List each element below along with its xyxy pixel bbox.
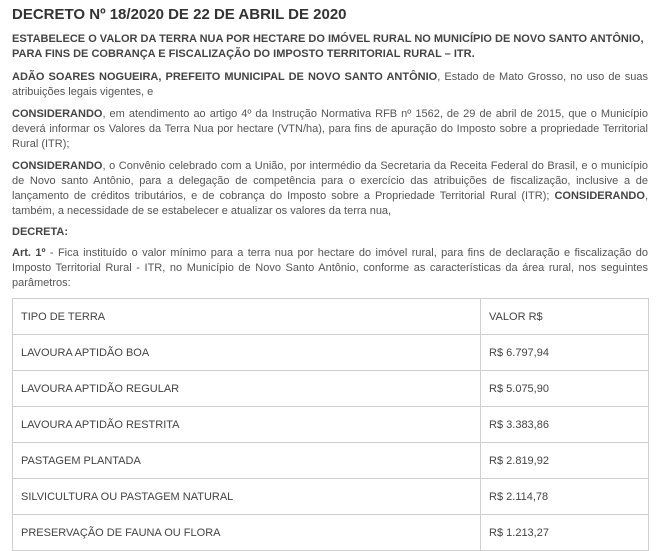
column-header-land-type: TIPO DE TERRA	[13, 299, 481, 335]
considering-label: CONSIDERANDO	[12, 160, 103, 172]
value-cell: R$ 3.383,86	[481, 407, 649, 443]
land-type-cell: PRESERVAÇÃO DE FAUNA OU FLORA	[13, 515, 481, 551]
considering-label: CONSIDERANDO	[554, 190, 645, 202]
decrees-heading: DECRETA:	[12, 226, 69, 238]
table-row	[13, 443, 649, 479]
considering-label: CONSIDERANDO	[12, 108, 103, 120]
decree-summary: ESTABELECE O VALOR DA TERRA NUA POR HECTARE DO IMÓVEL RURAL NO MUNICÍPIO DE NOVO SANTO ANTÔNIO, PARA FINS DE COBRANÇA E FISCALIZAÇÃO DO IMPOSTO TERRITORIAL RURAL – ITR.	[12, 33, 644, 60]
land-type-cell: LAVOURA APTIDÃO REGULAR	[13, 371, 481, 407]
value-cell: R$ 1.213,27	[481, 515, 649, 551]
value-cell: R$ 2.819,92	[481, 443, 649, 479]
considering-text: , o Convênio celebrado com a União, por intermédio da Secretaria da Receita Federal do Brasil, e o município de Novo santo Antônio, para a delegação de competência para o exercício das atribuições de fiscalização, inclusive a de lançamento de créditos tributários, e de cobrança do Imposto sobre a Propriedade Territorial Rural (ITR);	[12, 160, 648, 202]
land-type-cell: LAVOURA APTIDÃO BOA	[13, 335, 481, 371]
considering-text: , em atendimento ao artigo 4º da Instrução Normativa RFB nº 1562, de 29 de abril de 2015, que o Município deverá informar os Valores da Terra Nua por hectare (VTN/ha), para fins de apuração do Imposto sobre a propriedade Territorial Rural (ITR);	[12, 108, 648, 150]
value-cell: R$ 2.114,78	[481, 479, 649, 515]
table-row	[13, 515, 649, 551]
land-type-cell: LAVOURA APTIDÃO RESTRITA	[13, 407, 481, 443]
land-type-cell: SILVICULTURA OU PASTAGEM NATURAL	[13, 479, 481, 515]
table-header-row	[13, 299, 649, 335]
page-title: DECRETO Nº 18/2020 DE 22 DE ABRIL DE 2020	[12, 6, 347, 23]
table-row	[13, 407, 649, 443]
table-row	[13, 335, 649, 371]
table-row	[13, 371, 649, 407]
article-1-paragraph	[12, 246, 648, 291]
preamble-paragraph	[12, 70, 648, 100]
table-row	[13, 479, 649, 515]
preamble-text: , Estado de Mato Grosso, no uso de suas atribuições legais vigentes, e	[12, 71, 648, 98]
article-label: Art. 1º	[12, 247, 46, 259]
considering-paragraph-2	[12, 159, 648, 219]
value-cell: R$ 5.075,90	[481, 371, 649, 407]
column-header-value: VALOR R$	[481, 299, 649, 335]
preamble-bold: ADÃO SOARES NOGUEIRA, PREFEITO MUNICIPAL DE NOVO SANTO ANTÔNIO	[12, 71, 438, 83]
considering-paragraph-1	[12, 107, 648, 152]
article-text: - Fica instituído o valor mínimo para a terra nua por hectare do imóvel rural, para fins de declaração e fiscalização do Imposto Territorial Rural - ITR, no Município de Novo Santo Antônio, conforme as características da área rural, nos seguintes parâmetros:	[12, 247, 648, 289]
value-cell: R$ 6.797,94	[481, 335, 649, 371]
considering-text: , também, a necessidade de se estabelecer e atualizar os valores da terra nua,	[12, 190, 648, 217]
land-type-cell: PASTAGEM PLANTADA	[13, 443, 481, 479]
land-value-table	[12, 298, 649, 551]
